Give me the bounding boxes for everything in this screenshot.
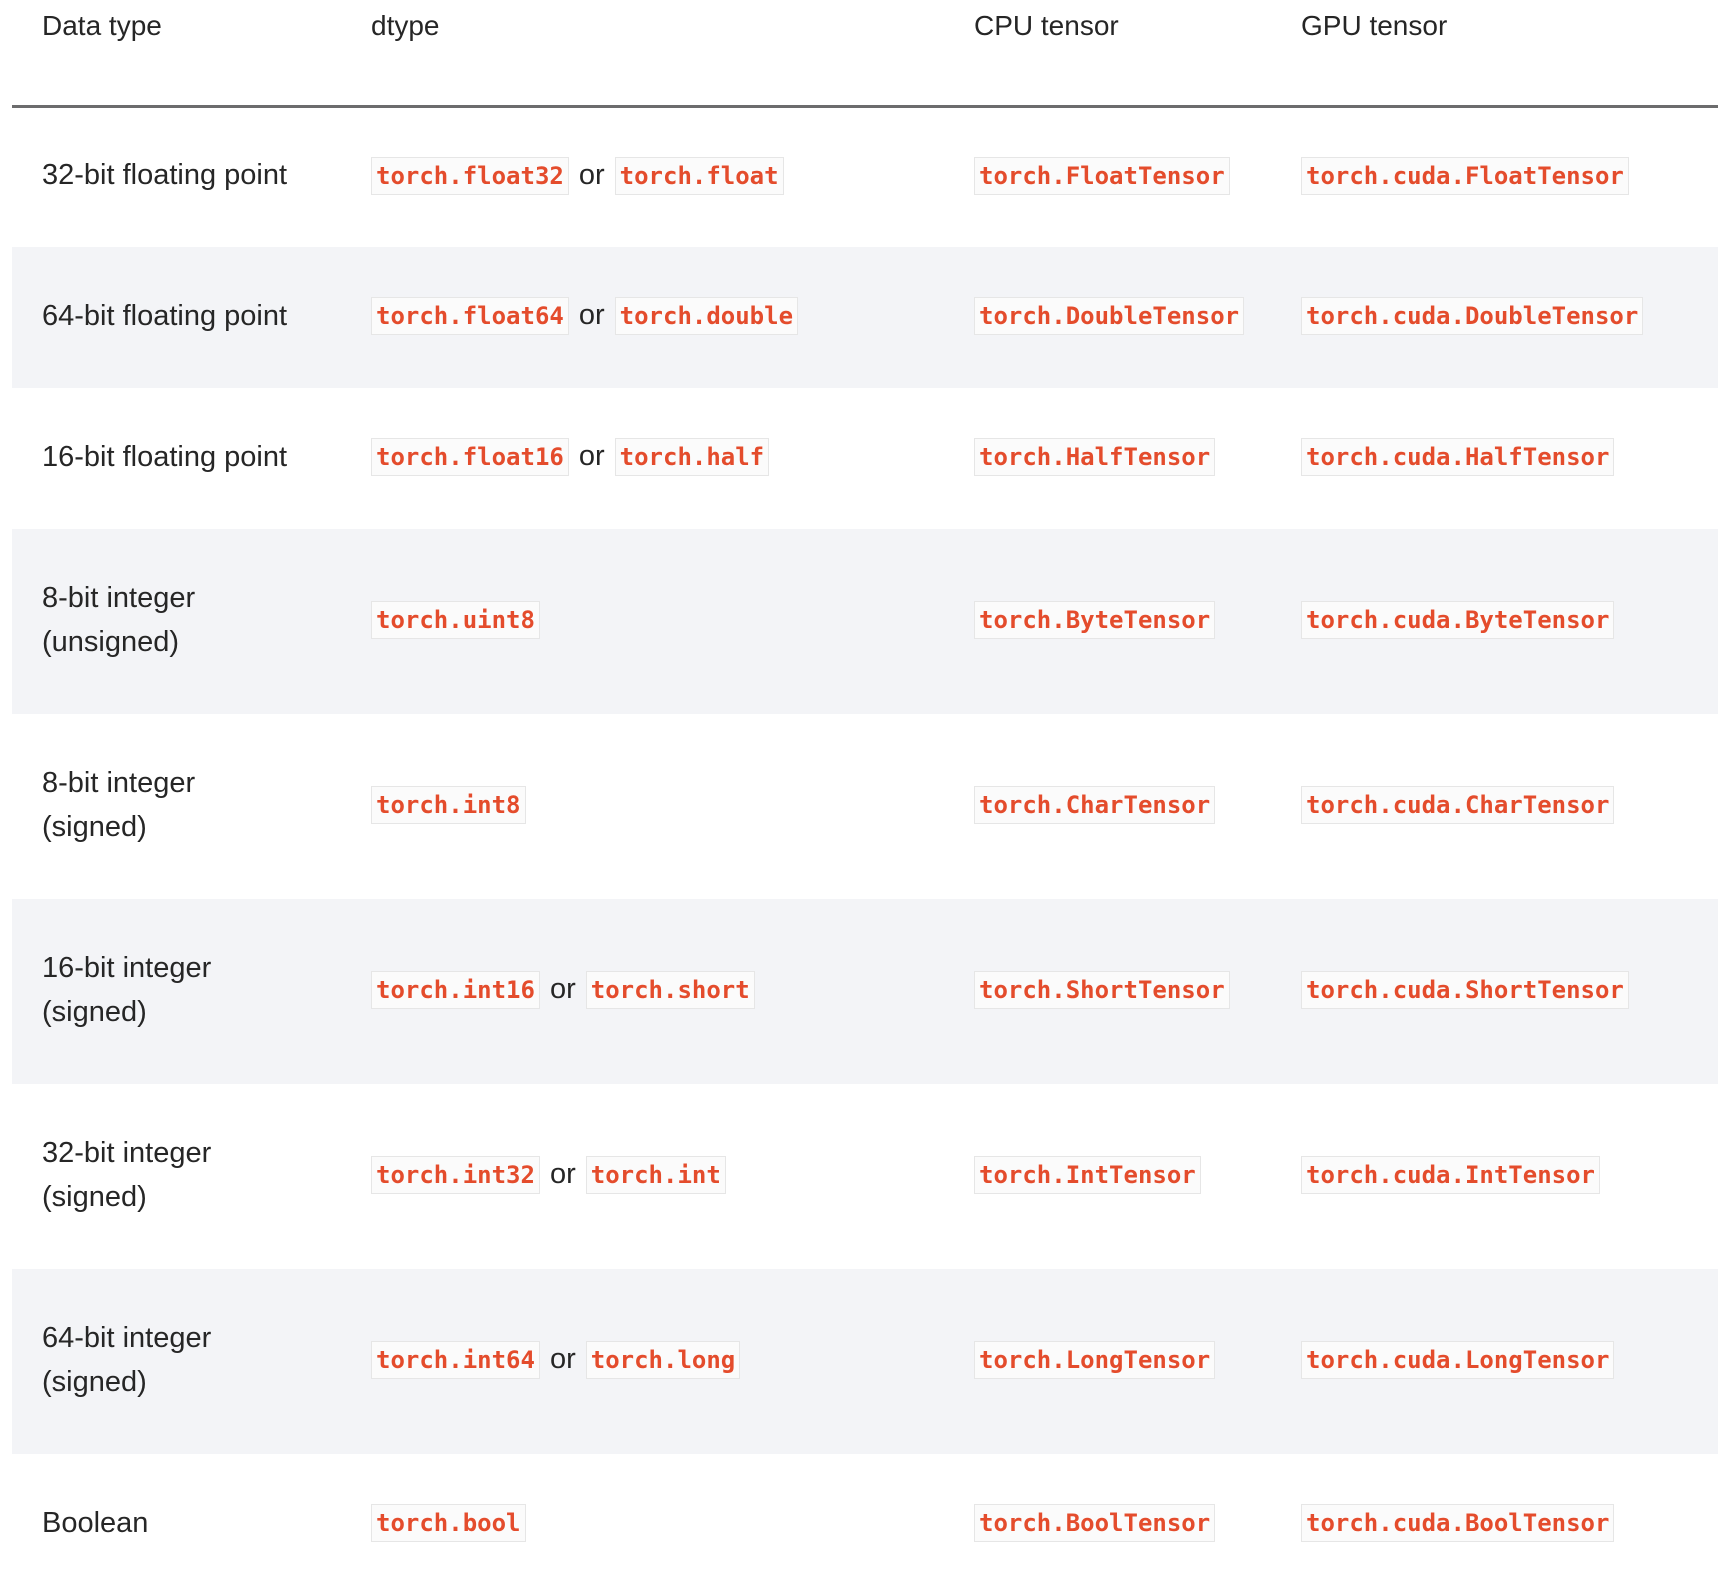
dtype-table: [12, 0, 1718, 1595]
table-row: [12, 714, 1718, 899]
gpu-tensor-cell: [1288, 899, 1718, 1084]
or-connector: or: [578, 158, 605, 191]
or-connector: or: [549, 1343, 576, 1375]
dtype-primary: torch.bool: [371, 1504, 526, 1542]
gpu-tensor: torch.cuda.FloatTensor: [1301, 157, 1629, 195]
gpu-tensor: torch.cuda.ShortTensor: [1301, 971, 1629, 1009]
data-type-label: 8-bit integer (unsigned): [12, 529, 341, 714]
gpu-tensor-cell: [1288, 247, 1718, 388]
cpu-tensor-cell: [927, 1084, 1288, 1269]
data-type-label: 16-bit floating point: [42, 440, 288, 473]
data-type-label: 64-bit integer (signed): [12, 1269, 341, 1454]
gpu-tensor-cell: [1288, 1084, 1718, 1269]
table-row: [12, 388, 1718, 529]
gpu-tensor-cell: [1288, 529, 1718, 714]
dtype-alias: torch.short: [586, 971, 755, 1009]
table-row: [12, 247, 1718, 388]
gpu-tensor-cell: [1288, 106, 1718, 247]
dtype-primary: torch.int32: [371, 1156, 540, 1194]
dtype-cell: [341, 388, 927, 529]
cpu-tensor: torch.BoolTensor: [974, 1504, 1215, 1542]
table-row: [12, 899, 1718, 1084]
dtype-primary: torch.uint8: [371, 601, 540, 639]
gpu-tensor: torch.cuda.IntTensor: [1301, 1156, 1600, 1194]
dtype-cell: [341, 1084, 927, 1269]
dtype-alias: torch.long: [586, 1341, 741, 1379]
header-dtype: dtype: [341, 0, 927, 106]
dtype-primary: torch.float64: [371, 297, 569, 335]
cpu-tensor: torch.IntTensor: [974, 1156, 1201, 1194]
table-header: [12, 0, 1718, 106]
cpu-tensor: torch.HalfTensor: [974, 438, 1215, 476]
table-row: [12, 106, 1718, 247]
cpu-tensor: torch.DoubleTensor: [974, 297, 1244, 335]
cpu-tensor: torch.CharTensor: [974, 786, 1215, 824]
dtype-cell: [341, 714, 927, 899]
cpu-tensor-cell: [927, 388, 1288, 529]
cpu-tensor: torch.ShortTensor: [974, 971, 1230, 1009]
table-row: [12, 1454, 1718, 1595]
table-body: [12, 106, 1718, 1595]
gpu-tensor-cell: [1288, 714, 1718, 899]
dtype-primary: torch.int64: [371, 1341, 540, 1379]
gpu-tensor-cell: [1288, 1454, 1718, 1595]
dtype-primary: torch.float16: [371, 438, 569, 476]
gpu-tensor-cell: [1288, 388, 1718, 529]
data-type-label: 8-bit integer (signed): [42, 766, 196, 843]
dtype-cell: [341, 247, 927, 388]
dtype-alias: torch.double: [615, 297, 798, 335]
dtype-table-container: [12, 0, 1718, 1595]
cpu-tensor-cell: [927, 1269, 1288, 1454]
dtype-alias: torch.int: [586, 1156, 726, 1194]
or-connector: or: [578, 299, 605, 331]
dtype-cell: [341, 1454, 927, 1595]
data-type-label: 16-bit integer (signed): [12, 899, 341, 1084]
header-cpu-tensor: CPU tensor: [927, 0, 1288, 106]
or-connector: or: [549, 973, 576, 1005]
dtype-cell: [341, 106, 927, 247]
cpu-tensor-cell: [927, 899, 1288, 1084]
data-type-label: 32-bit floating point: [42, 159, 288, 192]
table-row: [12, 1269, 1718, 1454]
dtype-cell: [341, 529, 927, 714]
dtype-primary: torch.int16: [371, 971, 540, 1009]
gpu-tensor: torch.cuda.ByteTensor: [1301, 601, 1614, 639]
table-row: [12, 1084, 1718, 1269]
data-type-label: 64-bit floating point: [12, 247, 341, 388]
gpu-tensor: torch.cuda.LongTensor: [1301, 1341, 1614, 1379]
cpu-tensor: torch.ByteTensor: [974, 601, 1215, 639]
cpu-tensor-cell: [927, 247, 1288, 388]
header-data-type: Data type: [12, 0, 341, 106]
or-connector: or: [549, 1158, 576, 1190]
gpu-tensor: torch.cuda.BoolTensor: [1301, 1504, 1614, 1542]
dtype-primary: torch.float32: [371, 157, 569, 195]
cpu-tensor: torch.FloatTensor: [974, 157, 1230, 195]
dtype-primary: torch.int8: [371, 786, 526, 824]
gpu-tensor: torch.cuda.CharTensor: [1301, 786, 1614, 824]
dtype-cell: [341, 899, 927, 1084]
dtype-alias: torch.half: [615, 438, 770, 476]
dtype-alias: torch.float: [615, 157, 784, 195]
dtype-cell: [341, 1269, 927, 1454]
gpu-tensor: torch.cuda.DoubleTensor: [1301, 297, 1643, 335]
table-row: [12, 529, 1718, 714]
cpu-tensor-cell: [927, 529, 1288, 714]
cpu-tensor-cell: [927, 106, 1288, 247]
gpu-tensor: torch.cuda.HalfTensor: [1301, 438, 1614, 476]
data-type-label: 32-bit integer (signed): [42, 1136, 212, 1213]
gpu-tensor-cell: [1288, 1269, 1718, 1454]
header-row: [12, 0, 1718, 106]
header-gpu-tensor: GPU tensor: [1288, 0, 1718, 106]
data-type-label: Boolean: [42, 1506, 149, 1539]
or-connector: or: [578, 440, 605, 472]
cpu-tensor-cell: [927, 1454, 1288, 1595]
cpu-tensor-cell: [927, 714, 1288, 899]
cpu-tensor: torch.LongTensor: [974, 1341, 1215, 1379]
